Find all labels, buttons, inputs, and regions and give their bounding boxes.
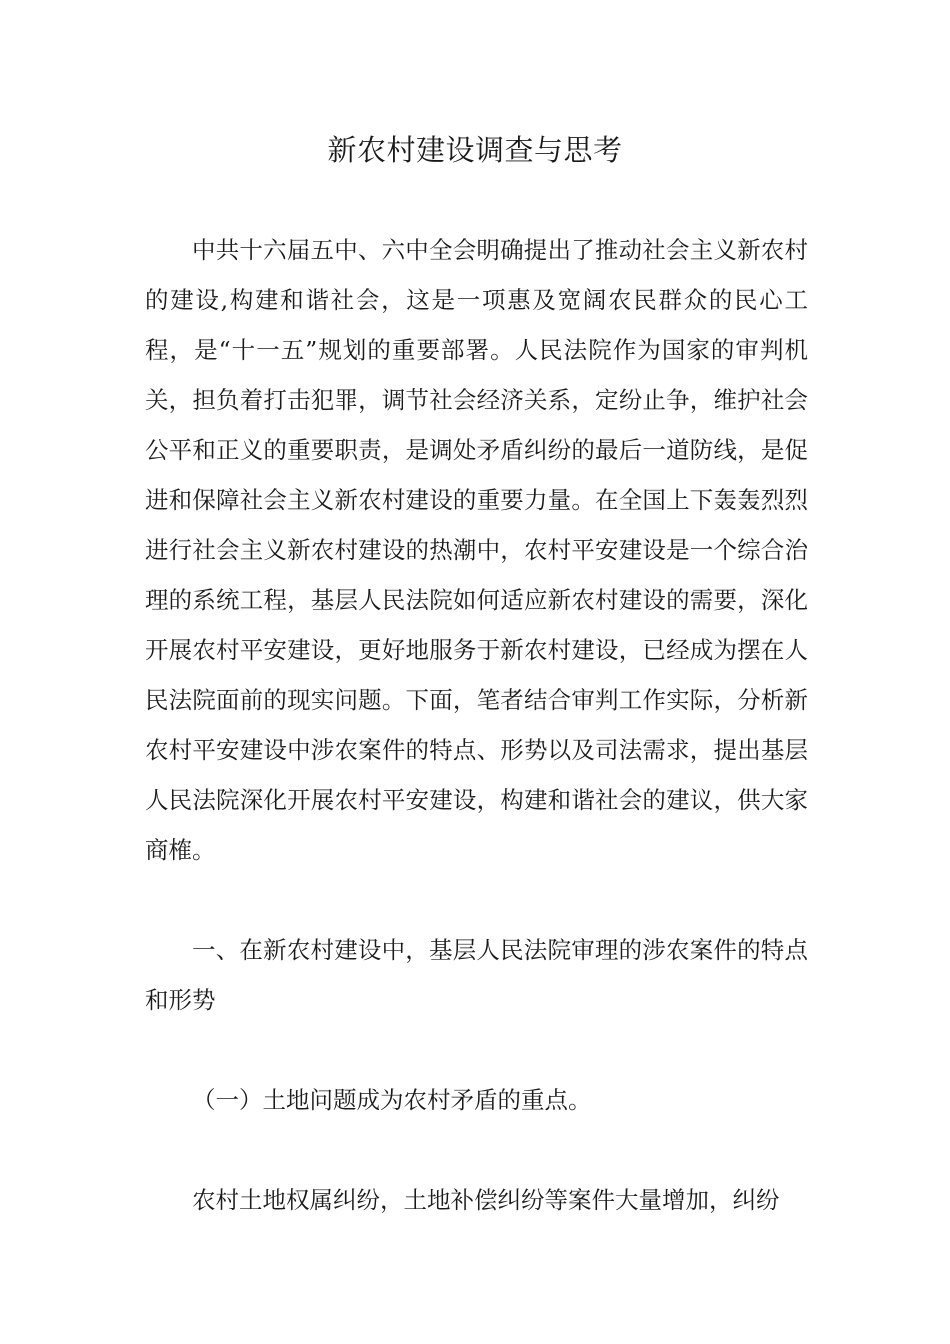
intro-paragraph: 中共十六届五中、六中全会明确提出了推动社会主义新农村的建设,构建和谐社会，这是一项惠及宽阔农民群众的民心工程，是“十一五”规划的重要部署。人民法院作为国家的审判机关，担负着打击犯罪，调节社会经济关系，定纷止争，维护社会公平和正义的重要职责，是调处矛盾纠纷的最后一道防线，是促进和保障社会主义新农村建设的重要力量。在全国上下轰轰烈烈进行社会主义新农村建设的热潮中，农村平安建设是一个综合治理的系统工程，基层人民法院如何适应新农村建设的需要，深化开展农村平安建设，更好地服务于新农村建设，已经成为摆在人民法院面前的现实问题。下面，笔者结合审判工作实际，分析新农村平安建设中涉农案件的特点、形势以及司法需求，提出基层人民法院深化开展农村平安建设，构建和谐社会的建议，供大家商榷。 xyxy=(145,236,808,864)
subsection-heading-1: （一）土地问题成为农村矛盾的重点。 xyxy=(192,1086,592,1114)
section-heading-1: 一、在新农村建设中，基层人民法院审理的涉农案件的特点和形势 xyxy=(145,936,808,1014)
body-paragraph: 农村土地权属纠纷，土地补偿纠纷等案件大量增加，纠纷 xyxy=(192,1186,780,1214)
document-title: 新农村建设调查与思考 xyxy=(327,133,623,167)
